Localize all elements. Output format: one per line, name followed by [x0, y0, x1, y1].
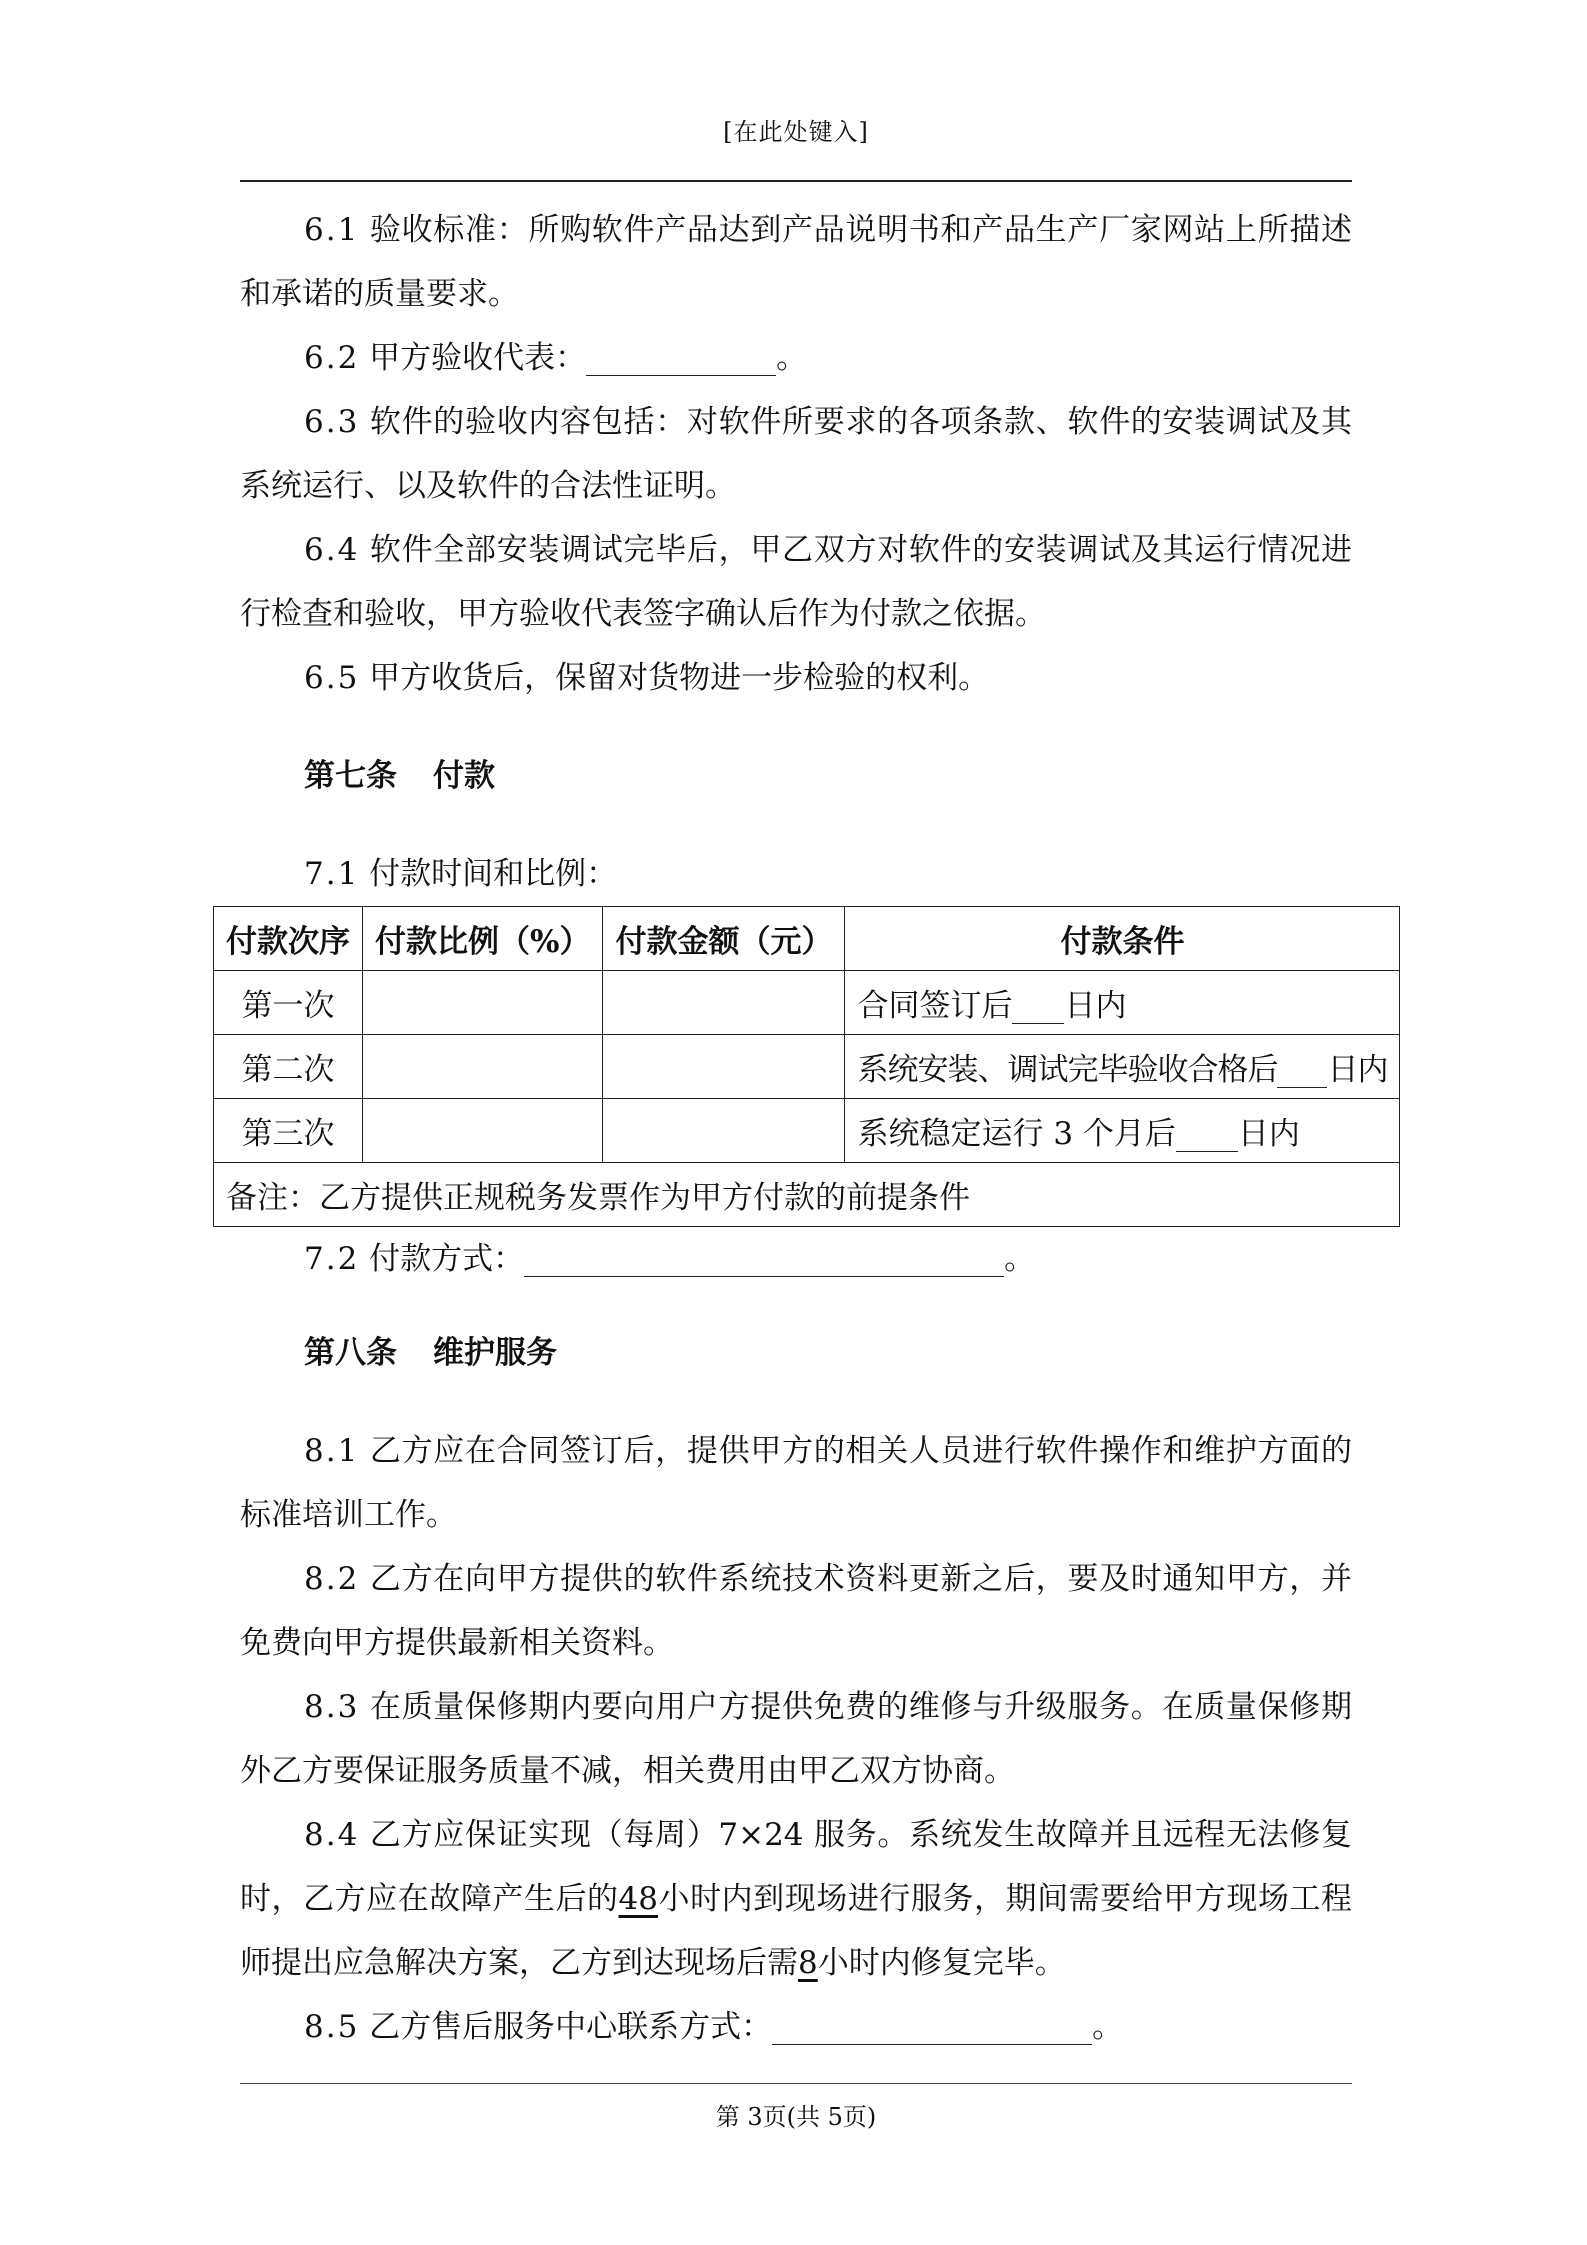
condition-text: 系统稳定运行 3 个月后 [857, 1116, 1176, 1152]
section-7-title [240, 744, 1352, 808]
clause-number: 8.1 [304, 1433, 360, 1469]
section-name: 付款 [433, 758, 495, 794]
table-row [214, 1035, 1400, 1099]
footer-rule [240, 2083, 1352, 2084]
condition-text: 系统安装、调试完毕验收合格后 [857, 1052, 1278, 1088]
clause-number: 8.2 [304, 1561, 360, 1597]
cell-condition [845, 1099, 1400, 1163]
clause-text: 在质量保修期内要向用户方提供免费的维修与升级服务。在质量保修期外乙方要保证服务质量不减，相关费用由甲乙双方协商。 [240, 1689, 1352, 1789]
clause-8-3 [240, 1675, 1352, 1803]
table-row [214, 971, 1400, 1035]
clause-text: 乙方应在合同签订后，提供甲方的相关人员进行软件操作和维护方面的标准培训工作。 [240, 1433, 1352, 1533]
clause-6-1 [240, 198, 1352, 326]
table-note: 备注：乙方提供正规税务发票作为甲方付款的前提条件 [214, 1163, 1400, 1227]
clause-7-2 [240, 1227, 1352, 1291]
clause-number: 7.2 [304, 1241, 360, 1277]
cell-order: 第二次 [214, 1035, 363, 1099]
clause-end: 。 [1004, 1241, 1036, 1277]
clause-text: 验收标准：所购软件产品达到产品说明书和产品生产厂家网站上所描述和承诺的质量要求。 [240, 212, 1352, 312]
table-row [214, 1099, 1400, 1163]
cell-amount [603, 1099, 845, 1163]
clause-text: 小时内到现场进行服务，期间需要给甲方现场工程师提出应急解决方案，乙方到达现场后需 [240, 1881, 1352, 1981]
clause-number: 6.3 [304, 404, 360, 440]
payment-table [213, 906, 1400, 1227]
days-blank [1176, 1117, 1238, 1152]
cell-amount [603, 1035, 845, 1099]
page-header: [在此处键入] [723, 118, 869, 146]
clause-6-3 [240, 390, 1352, 518]
clause-end: 。 [776, 340, 808, 376]
clause-number: 8.3 [304, 1689, 360, 1725]
header-rule [240, 180, 1352, 182]
clause-text: 乙方售后服务中心联系方式： [369, 2009, 773, 2045]
cell-ratio [363, 971, 603, 1035]
clause-number: 6.5 [304, 660, 360, 696]
cell-ratio [363, 1035, 603, 1099]
header-amount: 付款金额（元） [603, 907, 845, 971]
condition-unit: 日内 [1064, 988, 1127, 1024]
section-number: 第八条 [304, 1335, 397, 1371]
clause-number: 7.1 [304, 856, 360, 892]
clause-number: 6.4 [304, 532, 360, 568]
clause-7-1 [240, 842, 1352, 906]
clause-end: 。 [1092, 2009, 1124, 2045]
clause-number: 6.2 [304, 340, 360, 376]
clause-number: 8.5 [304, 2009, 360, 2045]
clause-6-5 [240, 646, 1352, 710]
days-blank [1277, 1053, 1327, 1088]
condition-unit: 日内 [1327, 1052, 1388, 1088]
cell-order: 第三次 [214, 1099, 363, 1163]
cell-condition [845, 971, 1400, 1035]
header-condition: 付款条件 [845, 907, 1400, 971]
clause-text: 软件的验收内容包括：对软件所要求的各项条款、软件的安装调试及其系统运行、以及软件的合法性证明。 [240, 404, 1352, 504]
clause-text: 小时内修复完毕。 [817, 1945, 1066, 1981]
header-ratio: 付款比例（%） [363, 907, 603, 971]
section-number: 第七条 [304, 758, 397, 794]
clause-6-4 [240, 518, 1352, 646]
section-8-title [240, 1321, 1352, 1385]
response-hours: 48 [618, 1881, 658, 1917]
clause-text: 乙方在向甲方提供的软件系统技术资料更新之后，要及时通知甲方，并免费向甲方提供最新相关资料。 [240, 1561, 1352, 1661]
clause-8-1 [240, 1419, 1352, 1547]
cell-ratio [363, 1099, 603, 1163]
days-blank [1012, 989, 1064, 1024]
page-footer: 第 3页(共 5页) [715, 2103, 877, 2131]
cell-amount [603, 971, 845, 1035]
condition-unit: 日内 [1237, 1116, 1300, 1152]
cell-order: 第一次 [214, 971, 363, 1035]
clause-text: 甲方验收代表： [369, 340, 587, 376]
clause-text: 甲方收货后，保留对货物进一步检验的权利。 [369, 660, 990, 696]
clause-text: 软件全部安装调试完毕后，甲乙双方对软件的安装调试及其运行情况进行检查和验收，甲方验收代表签字确认后作为付款之依据。 [240, 532, 1352, 632]
condition-text: 合同签订后 [857, 988, 1013, 1024]
clause-6-2 [240, 326, 1352, 390]
contact-blank [772, 2010, 1092, 2045]
section-name: 维护服务 [433, 1335, 557, 1371]
repair-hours: 8 [798, 1945, 818, 1981]
acceptance-rep-blank [586, 341, 776, 376]
clause-number: 6.1 [304, 212, 360, 248]
payment-method-blank [524, 1242, 1004, 1277]
clause-text: 乙方应保证实现（每周）7×24 服务。系统发生故障并且远程无法修复时，乙方应在故障产生后的 [240, 1817, 1352, 1917]
clause-8-5 [240, 1995, 1352, 2059]
clause-text: 付款时间和比例： [369, 856, 618, 892]
clause-text: 付款方式： [369, 1241, 525, 1277]
header-order: 付款次序 [214, 907, 363, 971]
clause-8-4 [240, 1803, 1352, 1995]
table-note-row [214, 1163, 1400, 1227]
document-body [226, 198, 1388, 2059]
clause-8-2 [240, 1547, 1352, 1675]
table-header-row [214, 907, 1400, 971]
cell-condition [845, 1035, 1400, 1099]
clause-number: 8.4 [304, 1817, 360, 1853]
